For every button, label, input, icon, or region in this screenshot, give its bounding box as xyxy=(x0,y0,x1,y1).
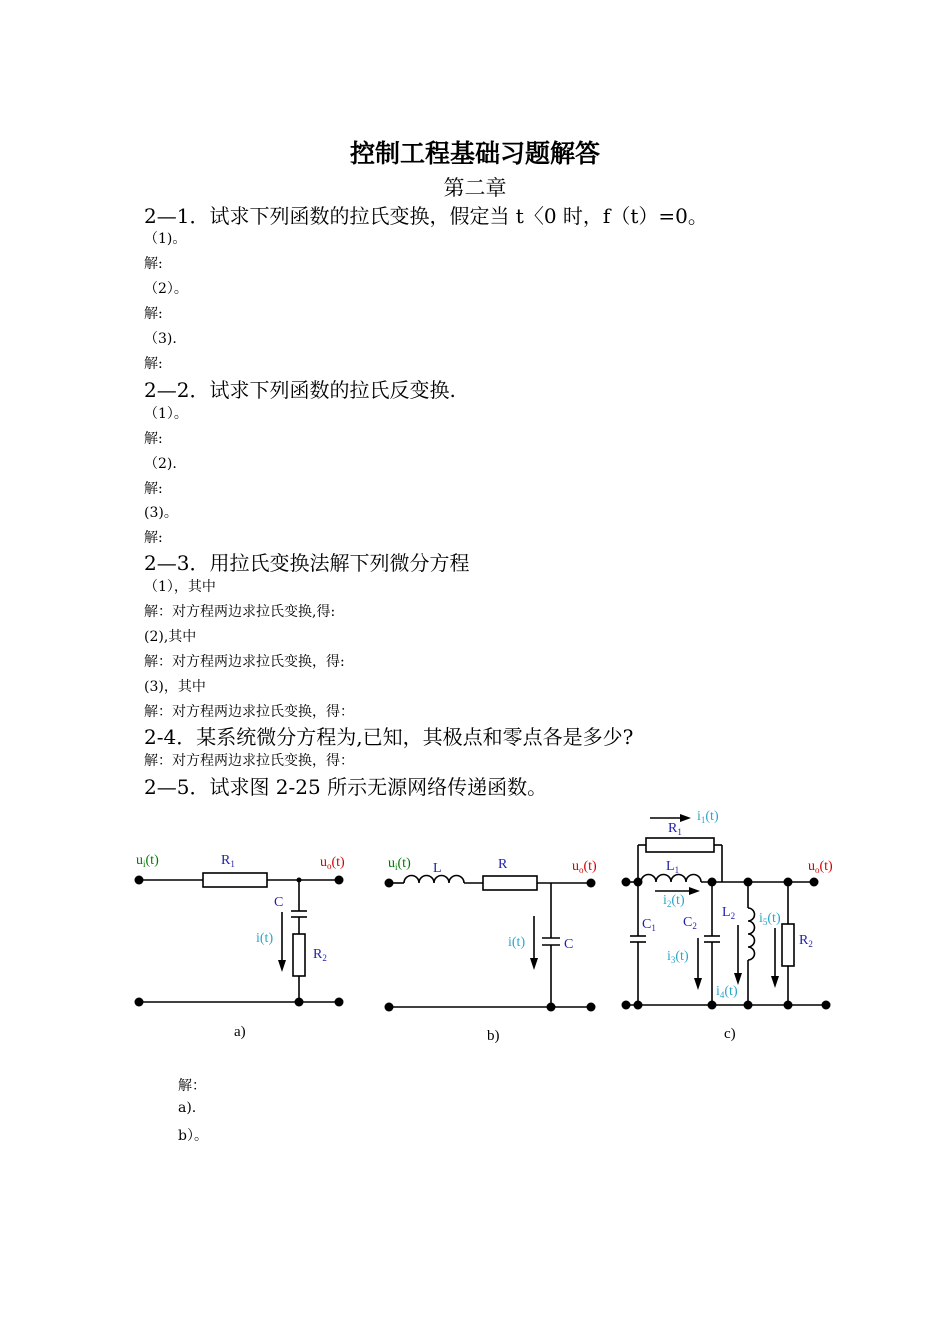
junction-dot xyxy=(784,1001,793,1010)
list-item: 解: xyxy=(144,431,163,447)
label-i1: $i_1(t)$ xyxy=(697,809,719,825)
list-item: 解: xyxy=(144,356,163,372)
junction-dot xyxy=(708,878,717,887)
answer-label: 解： xyxy=(178,1078,206,1094)
label-current: i(t) xyxy=(508,935,526,950)
junction-dot xyxy=(297,878,302,883)
current-arrow xyxy=(530,958,538,970)
caption-b: b) xyxy=(487,1028,500,1044)
terminal-dot xyxy=(135,876,144,885)
label-c2: $C_2$ xyxy=(683,915,697,931)
answer-b: b）。 xyxy=(178,1128,208,1144)
list-item: （2). xyxy=(144,456,177,472)
list-item: 解：对方程两边求拉氏变换，得: xyxy=(144,654,345,670)
junction-dot xyxy=(784,878,793,887)
inductor-l1 xyxy=(641,875,701,882)
list-item: (3)。 xyxy=(144,505,178,521)
list-item: 解：对方程两边求拉氏变换，得： xyxy=(144,753,354,769)
problem-2-1: 2—1．试求下列函数的拉氏变换，假定当 t〈0 时，f（t）=0。 xyxy=(144,204,708,228)
list-item: （1)。 xyxy=(144,231,187,247)
answer-a: a). xyxy=(178,1100,197,1116)
label-r2: $R_2$ xyxy=(799,933,813,949)
label-ui: $u_i(t)$ xyxy=(136,853,159,869)
junction-dot xyxy=(547,1003,556,1012)
list-item: 解：对方程两边求拉氏变换，得： xyxy=(144,704,354,720)
terminal-dot xyxy=(335,876,344,885)
terminal-dot xyxy=(587,879,596,888)
label-i5: $i_5(t)$ xyxy=(759,911,781,927)
resistor-r2 xyxy=(293,934,305,976)
list-item: （1），其中 xyxy=(144,579,216,595)
junction-dot xyxy=(295,998,304,1007)
label-i2: $i_2(t)$ xyxy=(663,893,685,909)
document-title: 控制工程基础习题解答 xyxy=(349,139,600,168)
terminal-dot xyxy=(135,998,144,1007)
list-item: 解: xyxy=(144,256,163,272)
inductor-l2 xyxy=(748,908,755,960)
label-l2: $L_2$ xyxy=(722,905,736,921)
list-item: 解: xyxy=(144,306,163,322)
resistor-r xyxy=(483,876,537,890)
junction-dot xyxy=(744,1001,753,1010)
terminal-dot xyxy=(335,998,344,1007)
list-item: (2),其中 xyxy=(144,629,197,645)
junction-dot xyxy=(708,1001,717,1010)
inductor-l xyxy=(404,876,464,884)
label-r: R xyxy=(498,857,508,872)
circuit-a xyxy=(135,853,346,1040)
list-item: 解：对方程两边求拉氏变换,得: xyxy=(144,604,336,620)
label-uo: $u_o(t)$ xyxy=(320,855,345,871)
list-item: （2）。 xyxy=(144,281,188,297)
caption-a: a) xyxy=(234,1024,246,1040)
resistor-r2 xyxy=(782,924,794,966)
terminal-dot xyxy=(622,878,631,887)
junction-dot xyxy=(634,878,643,887)
list-item: 解: xyxy=(144,481,163,497)
resistor-r1 xyxy=(646,838,714,852)
circuit-c xyxy=(622,809,834,1042)
label-c1: $C_1$ xyxy=(642,917,656,933)
list-item: (3)，其中 xyxy=(144,679,206,695)
label-r1: $R_1$ xyxy=(668,821,682,837)
problem-2-5: 2—5．试求图 2-25 所示无源网络传递函数。 xyxy=(144,775,548,799)
junction-dot xyxy=(744,878,753,887)
circuit-b xyxy=(385,856,598,1044)
terminal-dot xyxy=(822,1001,831,1010)
label-c: C xyxy=(274,895,284,910)
terminal-dot xyxy=(587,1003,596,1012)
label-r1: $R_1$ xyxy=(221,853,235,869)
label-current: i(t) xyxy=(256,931,274,946)
current-arrow xyxy=(680,814,691,822)
current-arrow xyxy=(689,887,700,895)
caption-c: c) xyxy=(724,1026,736,1042)
label-uo: $u_o(t)$ xyxy=(572,859,597,875)
label-l1: $L_1$ xyxy=(666,859,680,875)
current-arrow xyxy=(278,960,286,972)
list-item: 解: xyxy=(144,530,163,546)
label-ui: $u_i(t)$ xyxy=(388,856,411,872)
junction-dot xyxy=(634,1001,643,1010)
terminal-dot xyxy=(385,1003,394,1012)
problem-2-2: 2—2．试求下列函数的拉氏反变换. xyxy=(144,378,456,402)
chapter-heading: 第二章 xyxy=(443,176,507,200)
label-uo: $u_o(t)$ xyxy=(808,859,833,875)
resistor-r1 xyxy=(203,873,267,887)
label-r2: $R_2$ xyxy=(313,947,327,963)
terminal-dot xyxy=(385,879,394,888)
list-item: （3). xyxy=(144,331,177,347)
label-l: L xyxy=(433,861,442,876)
label-i3: $i_3(t)$ xyxy=(667,949,689,965)
label-c: C xyxy=(564,937,574,952)
terminal-dot xyxy=(622,1001,631,1010)
problem-2-4: 2-4．某系统微分方程为,已知，其极点和零点各是多少? xyxy=(144,725,634,749)
terminal-dot xyxy=(810,878,819,887)
problem-2-3: 2—3．用拉氏变换法解下列微分方程 xyxy=(144,551,470,575)
current-arrow xyxy=(694,978,702,990)
label-i4: $i_4(t)$ xyxy=(716,984,738,1000)
list-item: （1）。 xyxy=(144,406,188,422)
current-arrow xyxy=(771,976,779,988)
